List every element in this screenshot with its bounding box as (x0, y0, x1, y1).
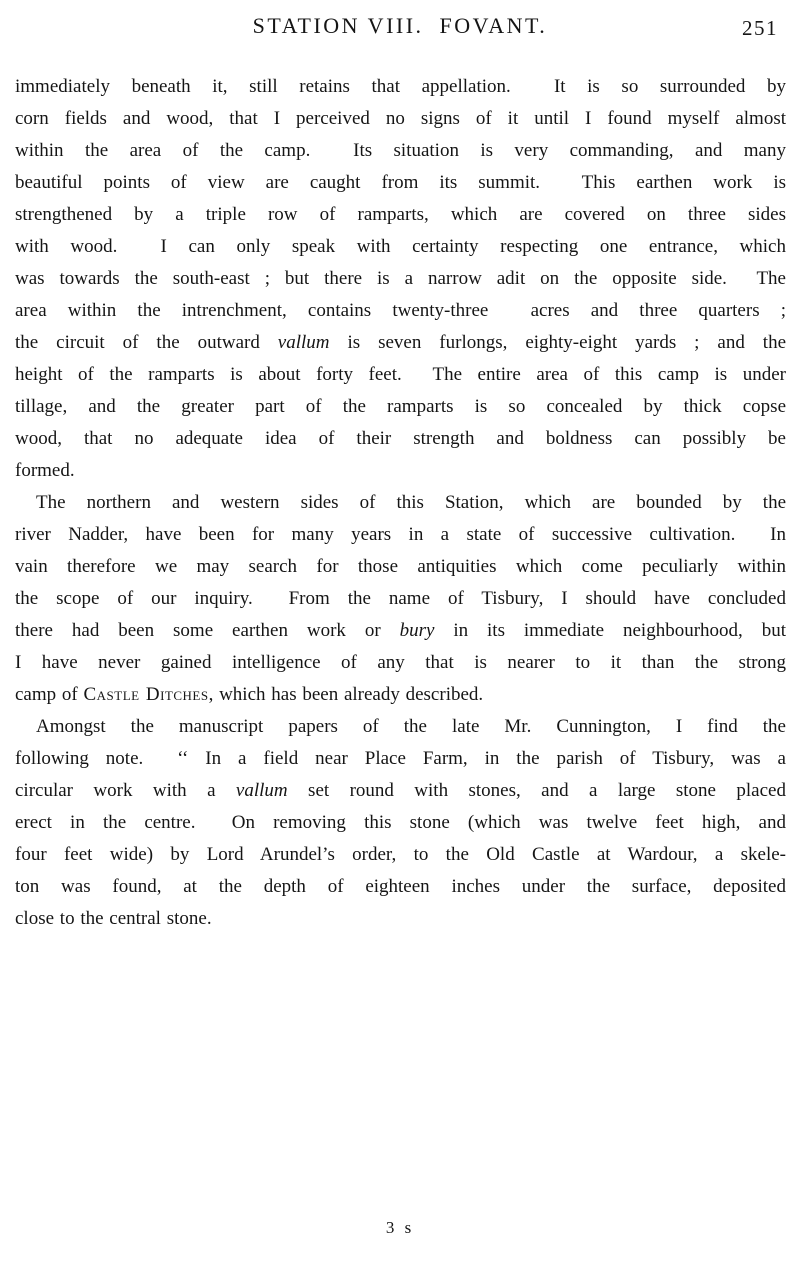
text-line (15, 679, 786, 711)
text-segment: strengthened by a triple row of ramparts, which are covered on three sides (15, 204, 786, 225)
text-segment: there had been some earthen work or (15, 620, 400, 641)
text-line (15, 487, 786, 519)
text-segment: The northern and western sides of this Station, which are bounded by the (36, 492, 786, 513)
text-line (15, 231, 786, 263)
text-line (15, 423, 786, 455)
italic-text: bury (399, 620, 435, 641)
text-line (15, 263, 786, 295)
text-segment: , which has been already described. (208, 684, 484, 705)
page-body-text (15, 71, 786, 935)
text-line (15, 199, 786, 231)
text-line (15, 711, 786, 743)
text-segment: was towards the south-east ; but there is a narrow adit on the opposite side. The (15, 268, 786, 289)
text-line (15, 519, 786, 551)
smallcaps-text: Castle Ditches (83, 684, 209, 705)
text-segment: erect in the centre. On removing this stone (which was twelve feet high, and (15, 812, 786, 833)
text-segment: formed. (15, 460, 75, 481)
page-header (0, 13, 800, 47)
text-segment: height of the ramparts is about forty feet. The entire area of this camp is under (15, 364, 786, 385)
text-segment: with wood. I can only speak with certainty respecting one entrance, which (15, 236, 786, 257)
text-line (15, 391, 786, 423)
text-segment: I have never gained intelligence of any that is nearer to it than the strong (15, 652, 786, 673)
text-line (15, 327, 786, 359)
text-line (15, 551, 786, 583)
text-segment: river Nadder, have been for many years in a state of successive cultivation. In (15, 524, 786, 545)
text-segment: ton was found, at the depth of eighteen inches under the surface, deposited (15, 876, 786, 897)
text-segment: area within the intrenchment, contains twenty-three acres and three quarters ; (15, 300, 786, 321)
text-line (15, 647, 786, 679)
text-segment: camp of (15, 684, 84, 705)
text-segment: close to the central stone. (15, 908, 212, 929)
text-segment: is seven furlongs, eighty-eight yards ; and the (329, 332, 786, 353)
text-line (15, 871, 786, 903)
text-line (15, 903, 786, 935)
text-segment: in its immediate neighbourhood, but (434, 620, 786, 641)
text-line (15, 167, 786, 199)
text-segment: set round with stones, and a large stone placed (287, 780, 786, 801)
text-line (15, 775, 786, 807)
text-line (15, 615, 786, 647)
page-number: 251 (742, 16, 778, 40)
text-segment: following note. ‘‘ In a field near Place Farm, in the parish of Tisbury, was a (15, 748, 786, 769)
text-segment: tillage, and the greater part of the ramparts is so concealed by thick copse (15, 396, 786, 417)
text-line (15, 359, 786, 391)
text-segment: immediately beneath it, still retains that appellation. It is so surrounded by (15, 76, 786, 97)
text-segment: beautiful points of view are caught from its summit. This earthen work is (15, 172, 786, 193)
italic-text: vallum (277, 332, 330, 353)
text-line (15, 103, 786, 135)
text-line (15, 743, 786, 775)
text-line (15, 71, 786, 103)
text-segment: within the area of the camp. Its situation is very commanding, and many (15, 140, 786, 161)
text-segment: corn fields and wood, that I perceived no signs of it until I found myself almost (15, 108, 786, 129)
text-segment: vain therefore we may search for those antiquities which come peculiarly within (15, 556, 786, 577)
text-segment: the circuit of the outward (15, 332, 278, 353)
italic-text: vallum (235, 780, 288, 801)
text-segment: wood, that no adequate idea of their strength and boldness can possibly be (15, 428, 786, 449)
text-line (15, 135, 786, 167)
text-line (15, 295, 786, 327)
signature-mark: 3 s (385, 1218, 415, 1237)
text-segment: Amongst the manuscript papers of the late Mr. Cunnington, I find the (36, 716, 786, 737)
text-segment: the scope of our inquiry. From the name of Tisbury, I should have concluded (15, 588, 786, 609)
text-line (15, 583, 786, 615)
text-segment: circular work with a (15, 780, 236, 801)
text-segment: four feet wide) by Lord Arundel’s order, to the Old Castle at Wardour, a skele- (15, 844, 786, 865)
text-line (15, 807, 786, 839)
text-line (15, 455, 786, 487)
text-line (15, 839, 786, 871)
running-head: STATION VIII. FOVANT. (252, 13, 548, 38)
